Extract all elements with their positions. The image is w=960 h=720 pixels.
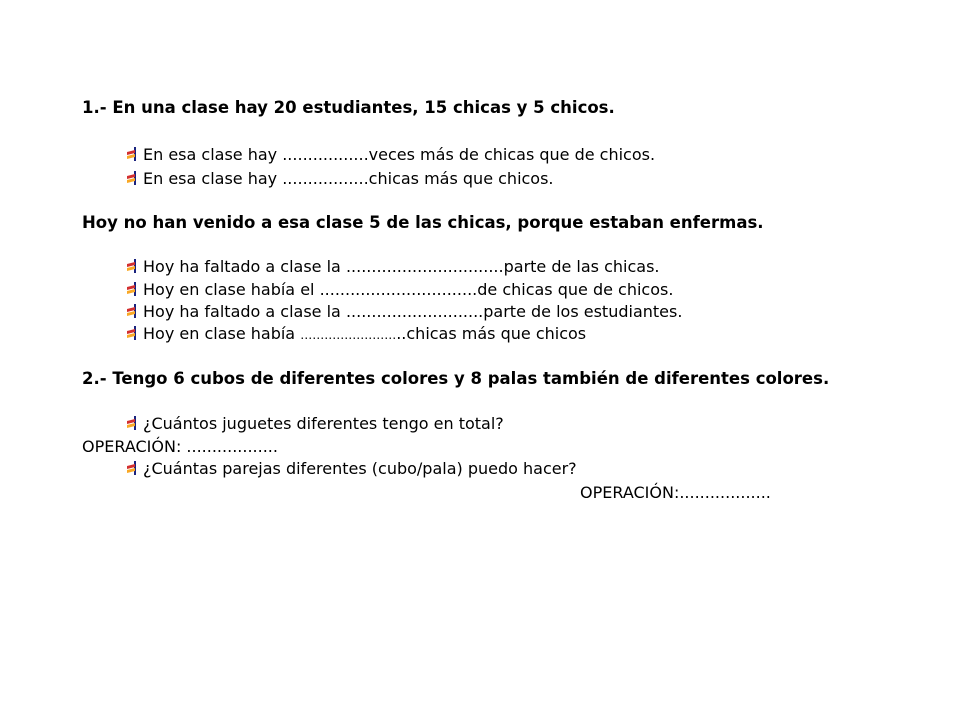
list-item [126,257,660,277]
bullet-icon [126,171,140,185]
question-1-heading: 1.- En una clase hay 20 estudiantes, 15 chicas y 5 chicos. [82,98,615,117]
list-item-text: ¿Cuántas parejas diferentes (cubo/pala) puedo hacer? [143,459,577,478]
list-item-text: En esa clase hay .................chicas más que chicos. [143,169,554,188]
list-item-text: Hoy en clase había el ...............................de chicas que de chicos. [143,280,674,299]
list-item [126,280,673,300]
list-item [126,324,586,345]
question-1b-heading: Hoy no han venido a esa clase 5 de las chicas, porque estaban enfermas. [82,213,764,232]
list-item [126,459,577,479]
list-item [126,145,655,165]
list-item [126,302,682,322]
bullet-icon [126,282,140,296]
bullet-icon [126,304,140,318]
list-item-prefix: Hoy en clase había [143,324,301,343]
bullet-icon [126,259,140,273]
list-item-text: Hoy ha faltado a clase la ...........................parte de los estudiantes. [143,302,683,321]
list-item-text: En esa clase hay .................veces más de chicas que de chicos. [143,145,656,164]
operation-1-line: OPERACIÓN: .................. [82,437,278,456]
list-item-dots: …………………… [300,328,397,342]
bullet-icon [126,416,140,430]
question-2-heading: 2.- Tengo 6 cubos de diferentes colores y 8 palas también de diferentes colores. [82,369,830,388]
list-item [126,169,554,189]
list-item-text: ¿Cuántos juguetes diferentes tengo en total? [143,414,504,433]
bullet-icon [126,461,140,475]
list-item-suffix: ..chicas más que chicos [396,324,587,343]
bullet-icon [126,147,140,161]
list-item [126,414,504,434]
bullet-icon [126,326,140,340]
list-item-text: Hoy ha faltado a clase la ...............................parte de las chicas. [143,257,660,276]
operation-2-line: OPERACIÓN:.................. [580,483,771,502]
